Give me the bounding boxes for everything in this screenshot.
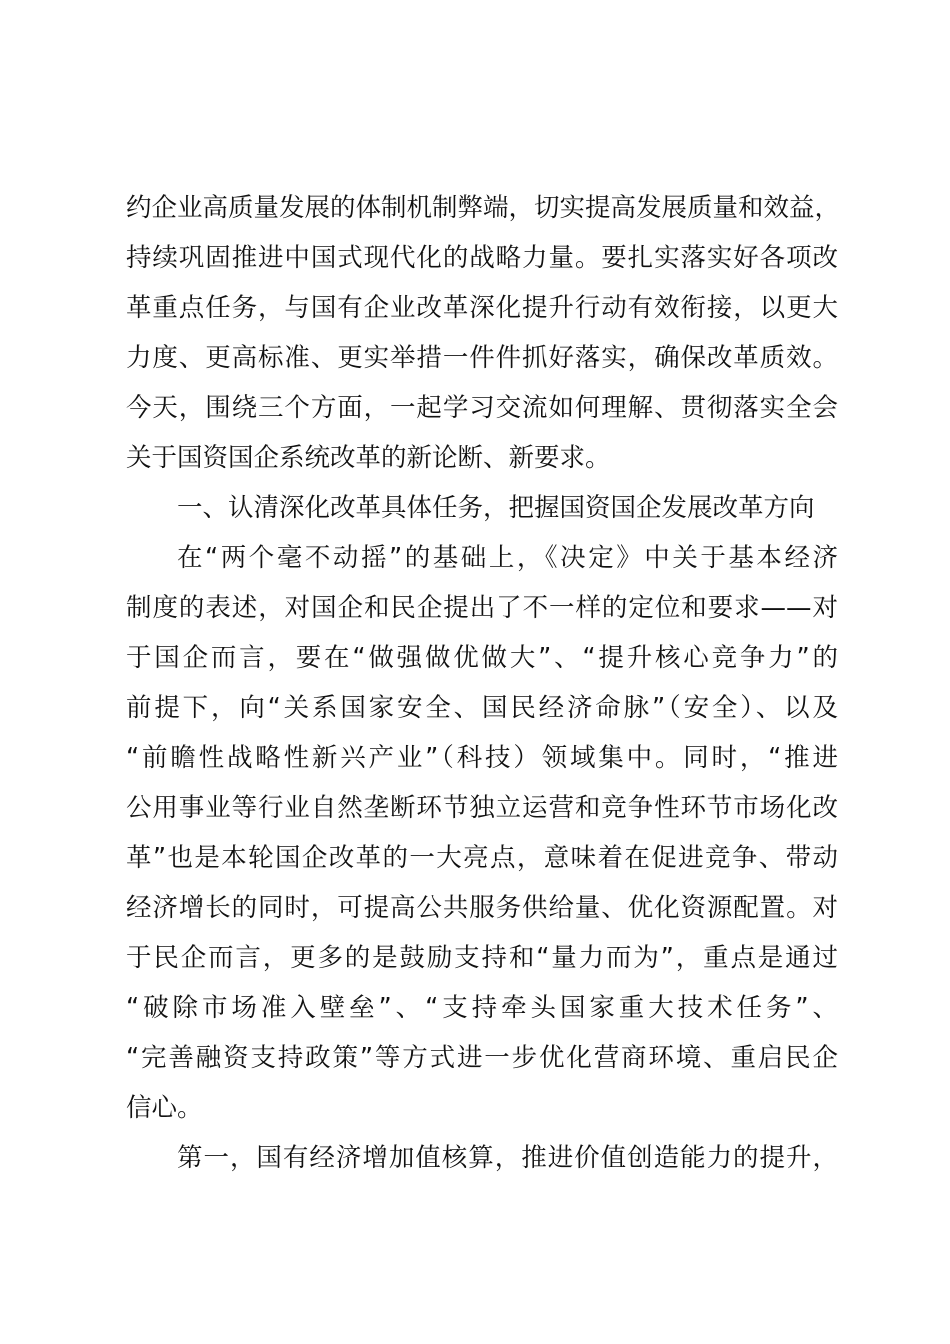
paragraph-intro xyxy=(126,183,841,483)
text-line: 信心。 xyxy=(126,1093,203,1123)
text-line: 在“两个毫不动摇”的基础上，《决定》中关于基本经济 xyxy=(177,543,838,573)
text-line: 约企业高质量发展的体制机制弊端，切实提高发展质量和效益， xyxy=(126,193,841,223)
text-line: 公用事业等行业自然垄断环节独立运营和竞争性环节市场化改 xyxy=(126,793,838,823)
paragraph-first-point xyxy=(126,1133,838,1183)
text-line: 前提下，向“关系国家安全、国民经济命脉”（安全）、以及 xyxy=(126,693,838,723)
text-line: 今天，围绕三个方面，一起学习交流如何理解、贯彻落实全会 xyxy=(126,393,838,423)
text-line: 制度的表述，对国企和民企提出了不一样的定位和要求——对 xyxy=(126,593,838,623)
text-line: 于民企而言，更多的是鼓励支持和“量力而为”，重点是通过 xyxy=(126,943,838,973)
text-line: “破除市场准入壁垒”、“支持牵头国家重大技术任务”、 xyxy=(126,993,838,1023)
text-line: 于国企而言，要在“做强做优做大”、“提升核心竞争力”的 xyxy=(126,643,838,673)
text-line: 第一，国有经济增加值核算，推进价值创造能力的提升， xyxy=(177,1143,838,1173)
text-line: 经济增长的同时，可提高公共服务供给量、优化资源配置。对 xyxy=(126,893,838,923)
text-line: “前瞻性战略性新兴产业”（科技）领域集中。同时，“推进 xyxy=(126,743,838,773)
text-line: 革”也是本轮国企改革的一大亮点，意味着在促进竞争、带动 xyxy=(126,843,838,873)
text-line: 革重点任务，与国有企业改革深化提升行动有效衔接，以更大 xyxy=(126,293,838,323)
text-line: 力度、更高标准、更实举措一件件抓好落实，确保改革质效。 xyxy=(126,343,838,373)
paragraph-ownership xyxy=(126,533,838,1133)
text-line: “完善融资支持政策”等方式进一步优化营商环境、重启民企 xyxy=(126,1043,838,1073)
section-heading: 一、认清深化改革具体任务，把握国资国企发展改革方向 xyxy=(177,493,815,523)
text-line: 关于国资国企系统改革的新论断、新要求。 xyxy=(126,443,611,473)
document-body xyxy=(126,183,841,1183)
text-line: 持续巩固推进中国式现代化的战略力量。要扎实落实好各项改 xyxy=(126,243,838,273)
